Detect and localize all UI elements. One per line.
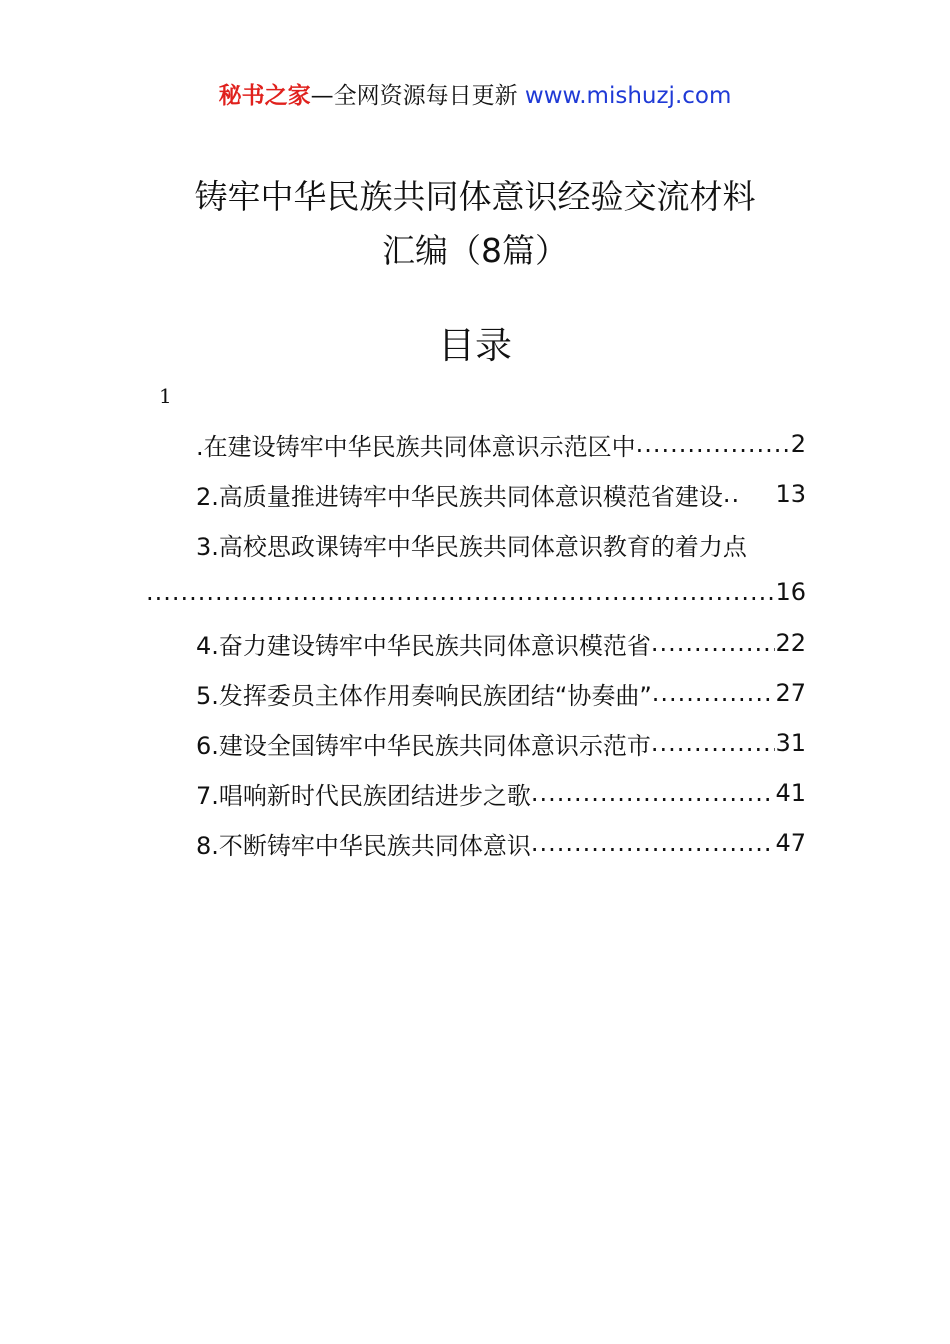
toc-entry-6[interactable] bbox=[196, 719, 806, 767]
site-url-link[interactable]: www.mishuzj.com bbox=[524, 83, 732, 109]
document-title-line-2: 汇编（8篇） bbox=[382, 231, 568, 270]
toc-heading: 目录 bbox=[438, 324, 512, 367]
toc-entry-7[interactable] bbox=[196, 769, 806, 817]
toc-entry-title: .在建设铸牢中华民族共同体意识示范区中 bbox=[196, 432, 636, 461]
toc-entry-5[interactable] bbox=[196, 669, 806, 717]
toc-entry-title: 6.建设全国铸牢中华民族共同体意识示范市 bbox=[196, 731, 651, 760]
toc-entry-3[interactable] bbox=[196, 520, 806, 568]
toc-entry-title: 7.唱响新时代民族团结进步之歌 bbox=[196, 781, 531, 810]
toc-leader-dots bbox=[651, 629, 776, 657]
toc-entry-3-continuation[interactable] bbox=[146, 568, 806, 616]
site-header bbox=[0, 80, 950, 112]
toc-stray-number: 1 bbox=[159, 384, 172, 408]
toc-entry-title: 8.不断铸牢中华民族共同体意识 bbox=[196, 831, 531, 860]
toc-leader-dots bbox=[531, 829, 776, 857]
toc-entry-8[interactable] bbox=[196, 819, 806, 867]
toc-page-number: 31 bbox=[775, 729, 806, 757]
brand-name: 秘书之家 bbox=[218, 83, 311, 109]
toc-page-number: 27 bbox=[775, 679, 806, 707]
toc-entry-2[interactable] bbox=[196, 470, 806, 518]
toc-leader-dots bbox=[146, 578, 775, 606]
toc-entry-title: 2.高质量推进铸牢中华民族共同体意识模范省建设 bbox=[196, 482, 723, 511]
toc-leader-dots bbox=[531, 779, 776, 807]
toc-page-number: 16 bbox=[775, 578, 806, 606]
toc-entry-title: 5.发挥委员主体作用奏响民族团结“协奏曲” bbox=[196, 681, 652, 710]
toc-leader-dots bbox=[723, 480, 776, 508]
toc-leader-dots bbox=[636, 430, 791, 458]
toc-entry-4[interactable] bbox=[196, 619, 806, 667]
header-tagline: —全网资源每日更新 bbox=[310, 83, 525, 109]
toc-leader-dots bbox=[651, 729, 776, 757]
toc-leader-dots bbox=[652, 679, 776, 707]
toc-entry-title: 3.高校思政课铸牢中华民族共同体意识教育的着力点 bbox=[196, 532, 747, 561]
toc-entry-1[interactable] bbox=[196, 420, 806, 468]
toc-page-number: 22 bbox=[775, 629, 806, 657]
toc-page-number: 41 bbox=[775, 779, 806, 807]
toc-page-number: 13 bbox=[775, 480, 806, 508]
toc-page-number: 47 bbox=[775, 829, 806, 857]
document-title-line-1: 铸牢中华民族共同体意识经验交流材料 bbox=[194, 177, 756, 216]
document-title bbox=[0, 170, 950, 278]
toc-entry-title: 4.奋力建设铸牢中华民族共同体意识模范省 bbox=[196, 631, 651, 660]
toc-page-number: 2 bbox=[790, 430, 806, 458]
